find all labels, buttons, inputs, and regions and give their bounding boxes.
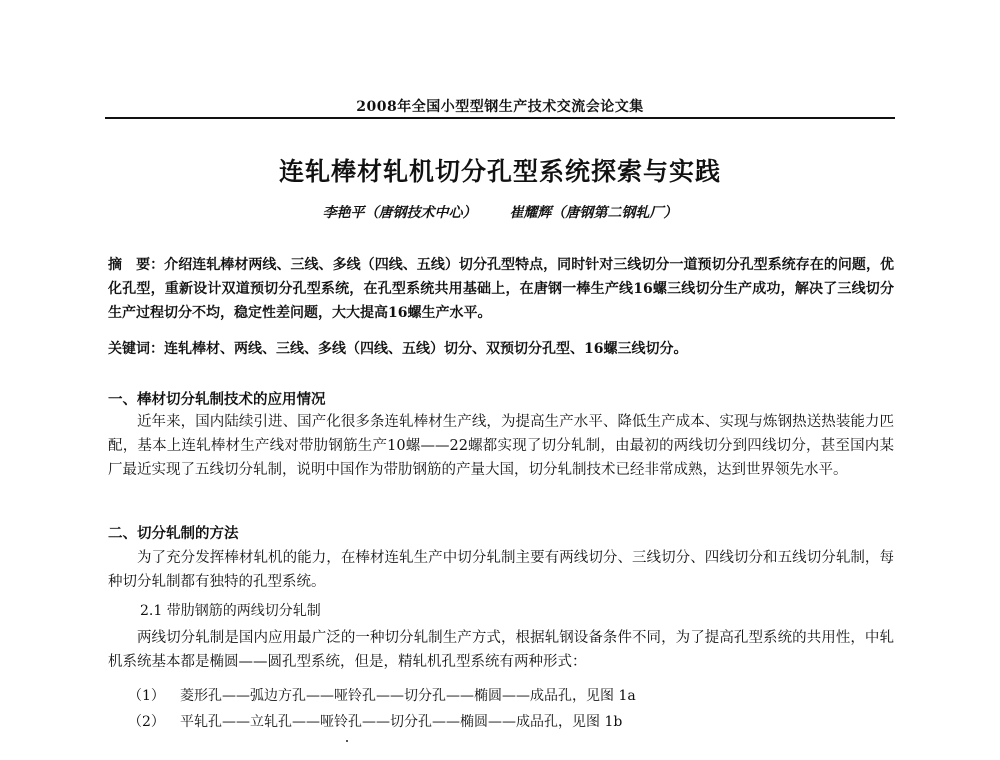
abstract-label: 摘 要： [108,257,165,273]
section-1-paragraph: 近年来，国内陆续引进、国产化很多条连轧棒材生产线，为提高生产水平、降低生产成本、实现与炼钢热送热装能力匹配，基本上连轧棒材生产线对带肋钢筋生产10螺——22螺都实现了切分轧制，由最初的两线切分到四线切分，甚至国内某厂最近实现了五线切分轧制，说明中国作为带肋钢筋的产量大国，切分轧制技术已经非常成熟，达到世界领先水平。 [108,414,894,478]
list-item-number: （1） [128,688,165,704]
list-item-text: 菱形孔——弧边方孔——哑铃孔——切分孔——椭圆——成品孔，见图 1a [180,688,636,704]
author-2: 崔耀辉（唐钢第二钢轧厂） [509,205,678,221]
section-1-heading: 一、棒材切分轧制技术的应用情况 [108,391,326,408]
abstract-text: 介绍连轧棒材两线、三线、多线（四线、五线）切分孔型特点，同时针对三线切分一道预切分孔型系统存在的问题，优化孔型，重新设计双道预切分孔型系统，在孔型系统共用基础上，在唐钢一棒生产线16螺三线切分生产成功，解决了三线切分生产过程切分不均，稳定性差问题，大大提高16螺生产水平。 [108,257,895,321]
list-item [128,711,622,731]
subsection-2-1-heading: 2.1 带肋钢筋的两线切分轧制 [140,603,321,619]
article-title: 连轧棒材轧机切分孔型系统探索与实践 [278,157,721,186]
header-rule [105,117,895,119]
author-1: 李艳平（唐钢技术中心） [322,205,477,221]
scan-speck [346,740,348,742]
keywords [108,337,894,361]
list-item-text: 平轧孔——立轧孔——哑铃孔——切分孔——椭圆——成品孔，见图 1b [180,714,623,730]
keywords-label: 关键词： [108,341,164,357]
running-header: 2008年全国小型型钢生产技术交流会论文集 [356,99,644,115]
list-item [128,685,636,705]
section-2-paragraph: 为了充分发挥棒材轧机的能力，在棒材连轧生产中切分轧制主要有两线切分、三线切分、四线切分和五线切分轧制，每种切分轧制都有独特的孔型系统。 [108,550,894,590]
list-item-number: （2） [128,714,165,730]
section-2-heading: 二、切分轧制的方法 [108,525,239,542]
keywords-text: 连轧棒材、两线、三线、多线（四线、五线）切分、双预切分孔型、16螺三线切分。 [164,341,688,357]
author-line [105,202,895,222]
subsection-2-1-paragraph: 两线切分轧制是国内应用最广泛的一种切分轧制生产方式，根据轧钢设备条件不同，为了提高孔型系统的共用性，中轧机系统基本都是椭圆——圆孔型系统，但是，精轧机孔型系统有两种形式： [108,630,894,670]
abstract [108,253,894,325]
